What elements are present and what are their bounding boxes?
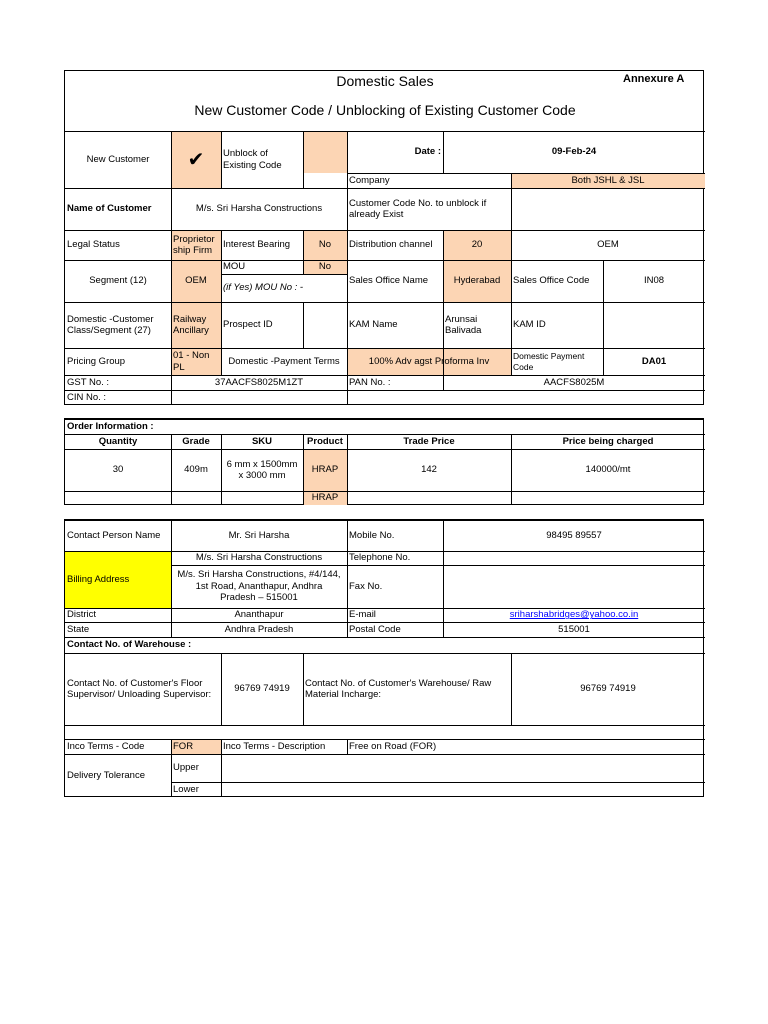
- segment-value: OEM: [171, 260, 221, 302]
- email-label: E-mail: [349, 609, 376, 621]
- unblock-label: Unblock of Existing Code: [223, 148, 282, 171]
- kam-name-value: Arunsai Balivada: [445, 313, 482, 336]
- form-subtitle: New Customer Code / Unblocking of Existing Customer Code: [194, 101, 576, 118]
- row-trade-price: 142: [421, 464, 437, 476]
- inco-desc-value: Free on Road (FOR): [349, 740, 437, 752]
- state-label: State: [67, 623, 90, 635]
- contact-person-label: Contact Person Name: [67, 530, 161, 542]
- contact-person-value: Mr. Sri Harsha: [228, 530, 290, 542]
- payment-code-value: DA01: [641, 355, 667, 367]
- tolerance-upper-label: Upper: [173, 762, 199, 774]
- sales-office-value: Hyderabad: [443, 260, 511, 302]
- mobile-label: Mobile No.: [349, 530, 395, 542]
- gst-label: GST No. :: [67, 376, 110, 388]
- fax-label: Fax No.: [349, 580, 383, 592]
- distribution-channel-name: OEM: [597, 239, 619, 251]
- legal-status-value: Proprietor ship Firm: [171, 230, 221, 260]
- col-price-charged: Price being charged: [562, 435, 654, 447]
- billing-address-full: M/s. Sri Harsha Constructions, #4/144, 1st Road, Ananthapur, Andhra Pradesh – 515001: [177, 569, 341, 604]
- col-grade: Grade: [182, 435, 210, 447]
- inco-desc-label: Inco Terms - Description: [223, 740, 326, 752]
- payment-terms-value: 100% Adv agst Proforma Inv: [347, 348, 511, 375]
- order-title: Order Information :: [67, 421, 154, 433]
- postal-code-label: Postal Code: [349, 623, 401, 635]
- customer-name-label: Name of Customer: [67, 203, 152, 215]
- distribution-channel-label: Distribution channel: [349, 239, 433, 251]
- floor-supervisor-value: 96769 74919: [234, 683, 290, 695]
- pan-label: PAN No. :: [349, 376, 391, 388]
- date-label: Date :: [414, 146, 441, 158]
- interest-bearing-value: No: [303, 230, 347, 260]
- mou-number-label: (if Yes) MOU No : -: [223, 282, 304, 294]
- district-value: Ananthapur: [234, 609, 284, 621]
- pricing-group-value: 01 - Non PL: [171, 348, 221, 375]
- kam-id-label: KAM ID: [513, 319, 546, 331]
- postal-code-value: 515001: [558, 623, 590, 635]
- gst-value: 37AACFS8025M1ZT: [214, 376, 304, 388]
- col-product: Product: [307, 435, 343, 447]
- col-quantity: Quantity: [98, 435, 138, 447]
- cin-label: CIN No. :: [67, 391, 107, 403]
- prospect-id-label: Prospect ID: [223, 319, 273, 331]
- billing-address-line1: M/s. Sri Harsha Constructions: [195, 552, 323, 564]
- code-unblock-label: Customer Code No. to unblock if already Exist: [349, 197, 487, 220]
- annexure-label: Annexure A: [623, 73, 685, 86]
- form-title: Domestic Sales: [336, 72, 434, 89]
- raw-material-value: 96769 74919: [580, 683, 636, 695]
- legal-status-label: Legal Status: [67, 239, 120, 251]
- customer-class-label: Domestic -Customer Class/Segment (27): [67, 313, 154, 336]
- customer-info-block: [64, 70, 704, 405]
- email-value[interactable]: [443, 608, 705, 622]
- distribution-channel-value: 20: [443, 230, 511, 260]
- billing-address-label: Billing Address: [65, 551, 171, 608]
- row-sku: 6 mm x 1500mm x 3000 mm: [226, 458, 298, 481]
- raw-material-label: Contact No. of Customer's Warehouse/ Raw Material Incharge:: [305, 677, 492, 700]
- inco-code-label: Inco Terms - Code: [67, 740, 145, 752]
- row-grade: 409m: [184, 464, 208, 476]
- row2-product: HRAP: [303, 491, 347, 505]
- segment-label: Segment (12): [89, 275, 147, 287]
- row-quantity: 30: [112, 464, 124, 476]
- col-sku: SKU: [251, 435, 273, 447]
- date-value: 09-Feb-24: [551, 146, 597, 158]
- customer-name-value: M/s. Sri Harsha Constructions: [195, 203, 323, 215]
- tolerance-lower-label: Lower: [173, 783, 199, 795]
- inco-code-value: FOR: [171, 739, 221, 754]
- interest-bearing-label: Interest Bearing: [223, 239, 291, 251]
- floor-supervisor-label: Contact No. of Customer's Floor Supervisor/ Unloading Supervisor:: [67, 677, 212, 700]
- mou-value: No: [303, 260, 347, 274]
- kam-name-label: KAM Name: [349, 319, 398, 331]
- sales-office-code-label: Sales Office Code: [513, 275, 590, 287]
- company-value: Both JSHL & JSL: [511, 173, 705, 188]
- payment-terms-label: Domestic -Payment Terms: [228, 355, 340, 367]
- col-trade-price: Trade Price: [403, 435, 455, 447]
- payment-code-label: Domestic Payment Code: [513, 351, 585, 372]
- district-label: District: [67, 609, 97, 621]
- warehouse-title: Contact No. of Warehouse :: [67, 639, 192, 651]
- state-value: Andhra Pradesh: [224, 623, 294, 635]
- pan-value: AACFS8025M: [543, 376, 605, 388]
- unblock-check-cell[interactable]: [303, 131, 347, 173]
- mobile-value: 98495 89557: [546, 530, 602, 542]
- pricing-group-label: Pricing Group: [67, 355, 126, 367]
- email-link[interactable]: sriharshabridges@yahoo.co.in: [509, 609, 639, 621]
- mou-label: MOU: [223, 261, 246, 273]
- delivery-tolerance-label: Delivery Tolerance: [67, 769, 145, 781]
- new-customer-check-icon[interactable]: ✔: [171, 131, 221, 188]
- row-product: HRAP: [303, 449, 347, 491]
- order-info-block: [64, 418, 704, 505]
- new-customer-label: New Customer: [86, 153, 150, 165]
- row-price-charged: 140000/mt: [585, 464, 631, 476]
- sales-office-code-value: IN08: [643, 275, 665, 287]
- sales-office-label: Sales Office Name: [349, 275, 429, 287]
- company-label: Company: [349, 174, 390, 186]
- telephone-label: Telephone No.: [349, 552, 411, 564]
- customer-class-value: Railway Ancillary: [171, 302, 221, 348]
- contact-info-block: [64, 519, 704, 797]
